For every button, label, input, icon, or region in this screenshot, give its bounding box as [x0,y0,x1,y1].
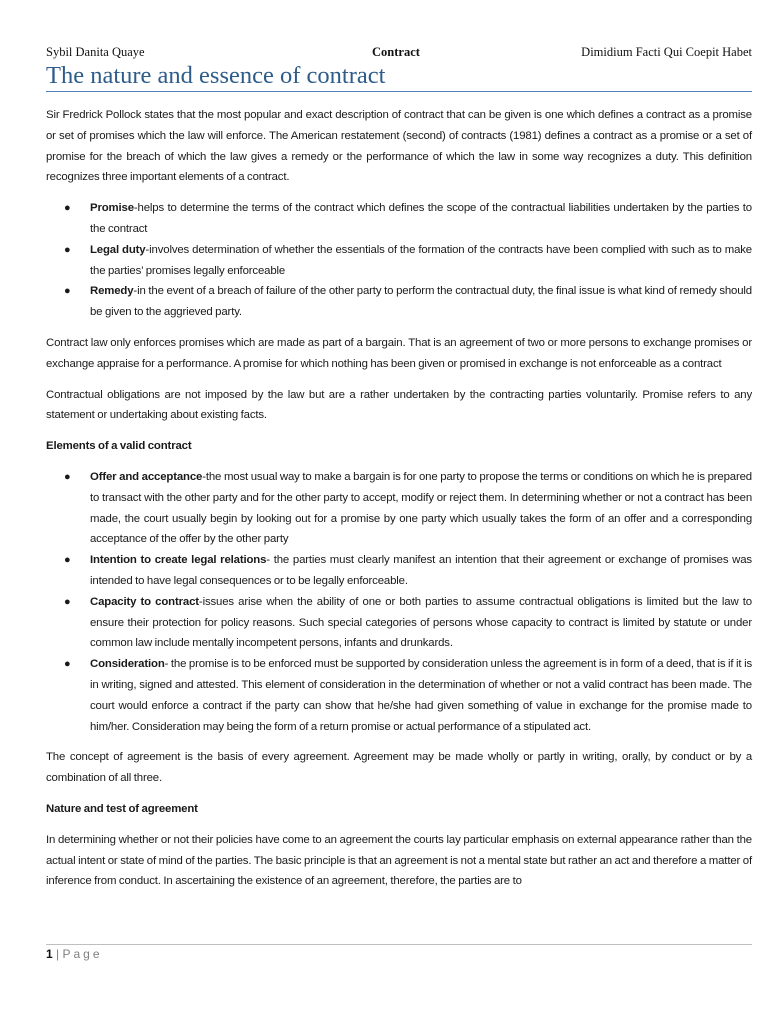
list-item-text: -helps to determine the terms of the contract which defines the scope of the contractual liabilities undertaken by the parties to the contract [90,202,752,235]
bullet-icon: ● [64,285,71,298]
list-item-text: -in the event of a breach of failure of the other party to perform the contractual duty, the final issue is what kind of remedy should be given to the aggrieved party. [90,285,752,319]
page-number: 1 [46,947,53,961]
list-item-term: Legal duty [90,243,146,256]
list-item-text: -involves determination of whether the essentials of the formation of the contracts have been complied with such as to make the parties’ promises legally enforceable [90,243,752,277]
list-item [64,654,752,737]
header-motto: Dimidium Facti Qui Coepit Habet [581,45,752,59]
list-item-term: Consideration [90,658,165,671]
list-item [64,240,752,282]
running-header [46,44,752,62]
intro-paragraph: Sir Fredrick Pollock states that the most popular and exact description of contract that can be given is one which defines a contract as a promise or set of promises which the law will enforce. The American restatement (second) of contracts (1981) defines a contract as a promise or a set of promise for the breach of which the law gives a remedy or the performance of which the law in some way recognizes a duty. This definition recognizes three important elements of a contract. [46,109,752,184]
bullet-icon: ● [64,595,71,608]
list-item [64,550,752,592]
page-label: Page [62,947,103,961]
nature-paragraph: In determining whether or not their policies have come to an agreement the courts lay particular emphasis on external appearance rather than the actual intent or state of mind of the parties. The basic principle is that an agreement is not a mental state but rather an act and therefore a matter of inference from conduct. In ascertaining the existence of an agreement, therefore, the parties are to [46,833,752,888]
bullet-icon: ● [64,470,71,483]
bullet-icon: ● [64,658,71,671]
list-item [64,467,752,550]
list-item [64,198,752,240]
bullet-icon: ● [64,243,71,256]
list-item-text: - the parties must clearly manifest an intention that their agreement or exchange of promises was intended to have legal consequences or to be legally enforceable. [90,554,752,587]
definition-elements-list [46,198,752,323]
list-item [64,281,752,323]
header-author: Sybil Danita Quaye [46,45,145,59]
bullet-icon: ● [64,554,71,567]
document-page [46,62,752,892]
list-item [64,592,752,654]
list-item-term: Promise [90,202,134,215]
nature-heading: Nature and test of agreement [46,802,198,815]
list-item-term: Offer and acceptance [90,470,203,483]
list-item-term: Capacity to contract [90,595,199,608]
elements-heading: Elements of a valid contract [46,440,192,453]
list-item-term: Remedy [90,285,134,298]
page-footer [46,944,752,961]
document-title: The nature and essence of contract [46,62,752,92]
list-item-text: -issues arise when the ability of one or both parties to assume contractual obligations is limited but the law to ensure their protection for policy reasons. Such special categories of persons whose capacity to contract is limited by statute or under common law include mentally incompetent persons, infants and drunkards. [90,595,752,650]
bargain-paragraph: Contract law only enforces promises which are made as part of a bargain. That is an agreement of two or more persons to exchange promises or exchange appraise for a performance. A promise for which nothing has been given or promised in exchange is not enforceable as a contract [46,336,752,370]
header-subject: Contract [372,45,420,59]
valid-contract-elements-list [46,467,752,737]
bullet-icon: ● [64,202,71,215]
list-item-text: - the promise is to be enforced must be supported by consideration unless the agreement is in form of a deed, that is if it is in writing, signed and attested. This element of consideration in the determination of whether or not a valid contract has been made. The court would enforce a contract if the party can show that he/she had given something of value in exchange for the promise made to him/her. Consideration may being the form of a return promise or actual performance of a stipulated act. [90,658,752,733]
agreement-paragraph: The concept of agreement is the basis of every agreement. Agreement may be made wholly or partly in writing, orally, by conduct or by a combination of all three. [46,751,752,785]
list-item-text: -the most usual way to make a bargain is for one party to propose the terms or conditions on which he is prepared to transact with the other party and for the other party to accept, modify or reject them. In determining whether or not a contract has been made, the court usually begin by looking out for a promise by one party which usually takes the form of an offer and a corresponding acceptance of the offer by the other party [90,470,752,546]
footer-separator: | [56,947,60,961]
obligations-paragraph: Contractual obligations are not imposed by the law but are a rather undertaken by the contracting parties voluntarily. Promise refers to any statement or undertaking about existing facts. [46,388,752,422]
list-item-term: Intention to create legal relations [90,554,267,567]
document-body [46,105,752,892]
